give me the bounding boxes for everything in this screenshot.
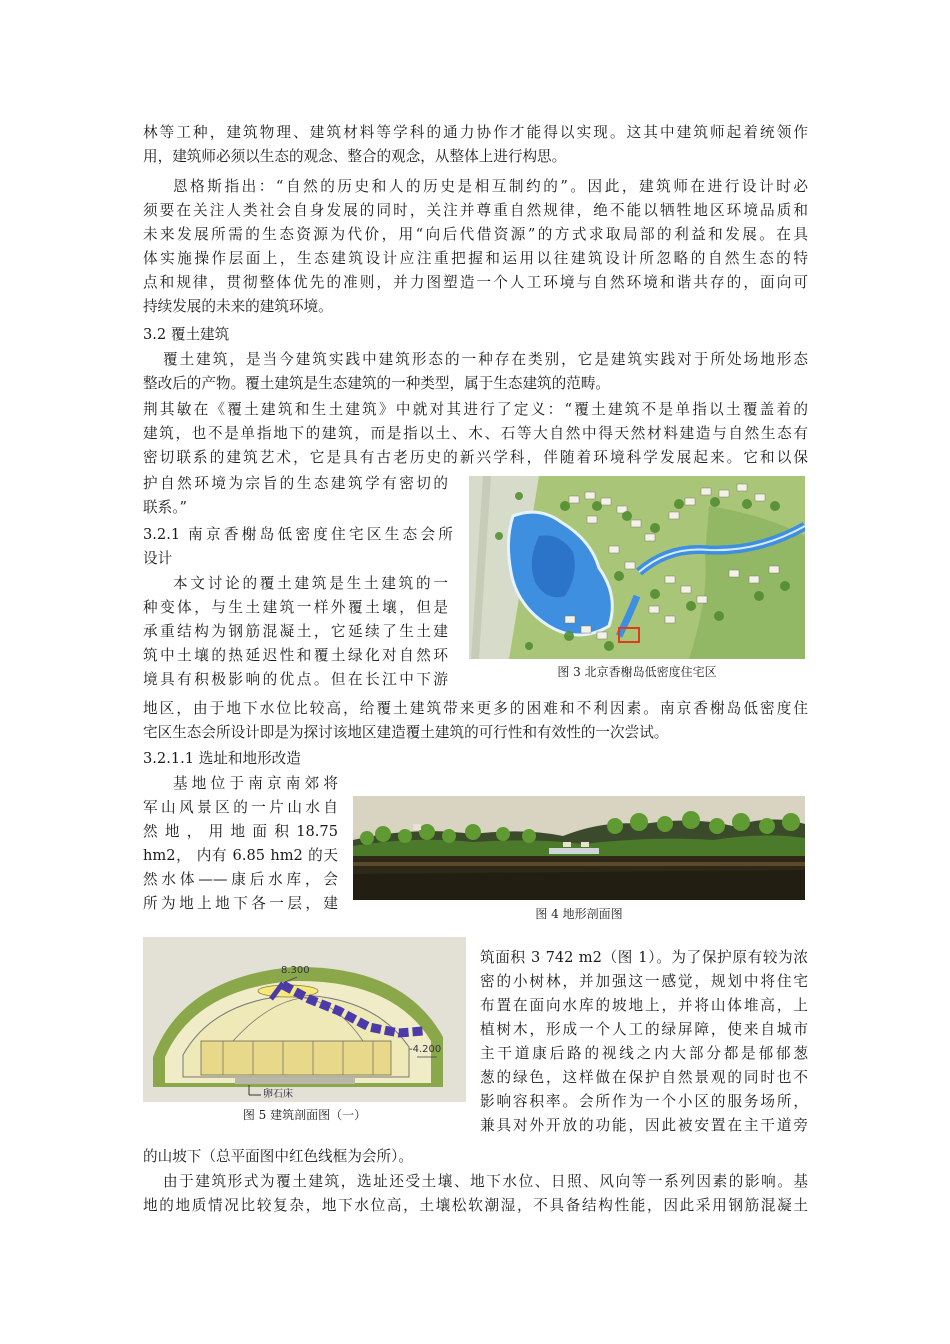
- text-line: 承重结构为钢筋混凝土，它延续了生土建: [143, 623, 448, 640]
- text-line: 植树木，形成一个人工的绿屏障，使来自城市: [480, 1021, 808, 1038]
- text-line: 用，建筑师必须以生态的观念、整合的观念，从整体上进行构思。: [143, 148, 567, 165]
- text-line: 基地位于南京南郊将: [173, 775, 338, 792]
- text-line: 种变体，与生土建筑一样外覆土壤，但是: [143, 599, 448, 616]
- figure-5-elevation-bottom: -4.200: [409, 1044, 442, 1055]
- para-engels: [143, 175, 808, 319]
- figure-5-building-section: [143, 937, 466, 1102]
- text-line: 密的小树林，并加强这一感觉，规划中将住宅: [480, 973, 808, 990]
- para-definition: [143, 348, 808, 396]
- text-line: 联系。”: [143, 499, 187, 516]
- text-line: 须要在关注人类社会自身发展的同时，关注并尊重自然规律，绝不能以牺牲地区环境品质和: [143, 202, 808, 219]
- text-line: 的山坡下（总平面图中红色线框为会所）。: [143, 1148, 413, 1165]
- text-line: 所为地上地下各一层，建: [143, 895, 338, 912]
- text-line: 葱的绿色，这样做在保护自然景观的同时也不: [480, 1069, 808, 1086]
- text-line: 主干道康后路的视线之内大部分都是郁郁葱: [480, 1045, 808, 1062]
- para-article: [143, 572, 448, 692]
- text-line: 影响容积率。会所作为一个小区的服务场所，: [480, 1093, 808, 1110]
- section-heading-3-2: [143, 323, 808, 347]
- text-line: 持续发展的未来的建筑环境。: [143, 298, 333, 315]
- text-line: 筑中土壤的热延迟性和覆土绿化对自然环: [143, 647, 448, 664]
- text-line: 境具有积极影响的优点。但在长江中下游: [143, 671, 448, 688]
- heading-text: 3.2.1 南京香榭岛低密度住宅区生态会所: [143, 526, 453, 543]
- text-line: 宅区生态会所设计即是为探讨该地区建造覆土建筑的可行性和有效性的一次尝试。: [143, 724, 669, 741]
- heading-text: 设计: [143, 550, 173, 567]
- figure-5-gravel-bed-label: 卵石床: [263, 1089, 293, 1100]
- text-line: 护自然环境为宗旨的生态建筑学有密切的: [143, 475, 448, 492]
- para-article-cont: [143, 697, 808, 745]
- text-line: 点和规律，贯彻整体优先的准则，并力图塑造一个人工环境与自然环境和谐共存的，面向可: [143, 274, 808, 291]
- text-line: 体实施操作层面上，生态建筑设计应注重把握和运用以往建筑设计所忽略的自然生态的特: [143, 250, 808, 267]
- text-line: 由于建筑形式为覆土建筑，选址还受土壤、地下水位、日照、风向等一系列因素的影响。基: [163, 1173, 808, 1190]
- section-heading-3-2-1: [143, 523, 453, 571]
- para-site-end: [143, 1145, 808, 1169]
- para-site-right: [480, 946, 808, 1138]
- text-line: 覆土建筑，是当今建筑实践中建筑形态的一种存在类别，它是建筑实践对于所处场地形态: [163, 351, 808, 368]
- text-line: 军山风景区的一片山水自: [143, 799, 338, 816]
- section-heading-3-2-1-1: [143, 747, 808, 771]
- figure-5-caption: 图 5 建筑剖面图（一）: [242, 1108, 367, 1122]
- heading-text: 3.2.1.1 选址和地形改造: [143, 750, 301, 767]
- figure-4-terrain-section: [353, 796, 805, 900]
- text-line: hm2， 内有 6.85 hm2 的天: [143, 847, 338, 864]
- figure-5-elevation-top: 8.300: [281, 965, 310, 976]
- para-jing-qimin: [143, 398, 808, 470]
- text-line: 本文讨论的覆土建筑是生土建筑的一: [173, 575, 448, 592]
- para-building-form: [143, 1170, 808, 1218]
- text-line: 密切联系的建筑艺术，它是具有古老历史的新兴学科，伴随着环境科学发展起来。它和以保: [143, 449, 808, 466]
- text-line: 筑面积 3 742 m2（图 1）。为了保护原有较为浓: [480, 949, 808, 966]
- text-line: 建筑，也不是单指地下的建筑，而是指以土、木、石等大自然中得天然材料建造与自然生态有: [143, 425, 808, 442]
- para-jing-qimin-cont: [143, 472, 448, 520]
- figure-3-site-plan: [469, 476, 805, 659]
- text-line: 布置在面向水库的坡地上，并将山体堆高，上: [480, 997, 808, 1014]
- para-intro: [143, 121, 808, 169]
- text-line: 地的地质情况比较复杂，地下水位高，土壤松软潮湿，不具备结构性能，因此采用钢筋混凝土: [143, 1197, 808, 1214]
- text-line: 然水体——康后水库，会: [143, 871, 338, 888]
- figure-4-caption: 图 4 地形剖面图: [535, 907, 623, 921]
- text-line: 未来发展所需的生态资源为代价，用“向后代借资源”的方式求取局部的利益和发展。在具: [143, 226, 808, 243]
- figure-3-caption: 图 3 北京香榭岛低密度住宅区: [557, 665, 717, 679]
- text-line: 恩格斯指出：“自然的历史和人的历史是相互制约的”。因此，建筑师在进行设计时必: [173, 178, 808, 195]
- text-line: 整改后的产物。覆土建筑是生态建筑的一种类型，属于生态建筑的范畴。: [143, 375, 611, 392]
- text-line: 荆其敏在《覆土建筑和生土建筑》中就对其进行了定义：“覆土建筑不是单指以土覆盖着的: [143, 401, 808, 418]
- text-line: 然 地 ， 用 地 面 积 18.75: [143, 823, 338, 840]
- para-site: [143, 772, 338, 916]
- text-line: 地区，由于地下水位比较高，给覆土建筑带来更多的困难和不利因素。南京香榭岛低密度住: [143, 700, 808, 717]
- heading-text: 3.2 覆土建筑: [143, 326, 230, 343]
- text-line: 兼具对外开放的功能，因此被安置在主干道旁: [480, 1117, 808, 1134]
- text-line: 林等工种，建筑物理、建筑材料等学科的通力协作才能得以实现。这其中建筑师起着统领作: [143, 124, 808, 141]
